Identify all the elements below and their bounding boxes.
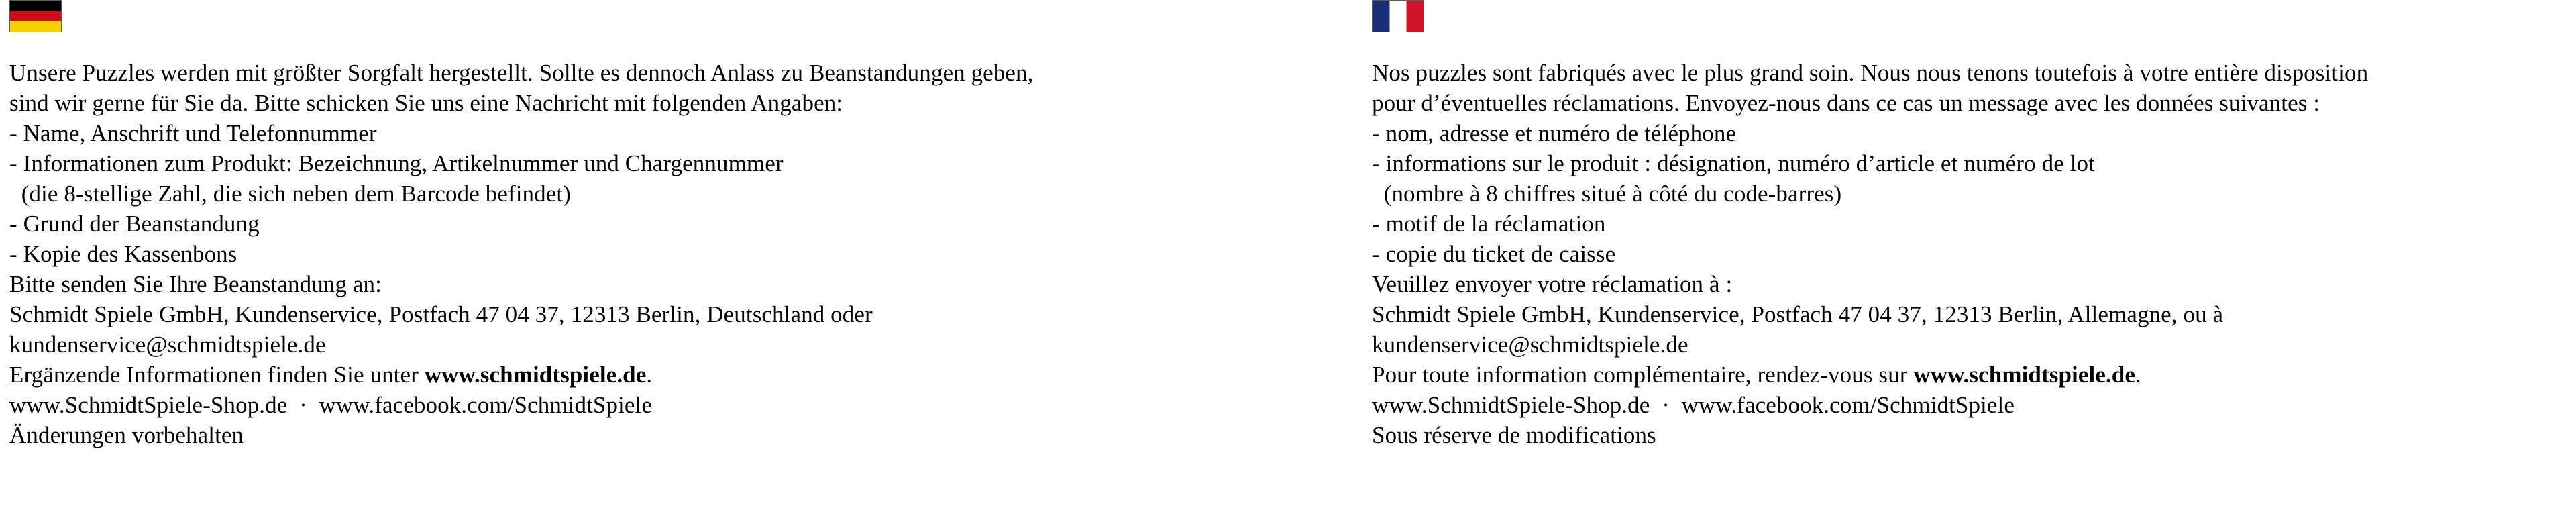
text-line: - Informationen zum Produkt: Bezeichnung, Artikelnummer und Chargennummer [9, 150, 784, 176]
info-line [9, 360, 1324, 390]
text-line: sind wir gerne für Sie da. Bitte schicken Sie uns eine Nachricht mit folgenden Angaben: [9, 90, 843, 116]
text-line: (nombre à 8 chiffres situé à côté du code-barres) [1372, 180, 1842, 207]
german-text-block [9, 58, 1324, 450]
links-line[interactable]: www.SchmidtSpiele-Shop.de · www.facebook.com/SchmidtSpiele [1372, 392, 2015, 418]
text-line: - Kopie des Kassenbons [9, 241, 237, 267]
text-line: Bitte senden Sie Ihre Beanstandung an: [9, 271, 382, 297]
email-line: kundenservice@schmidtspiele.de [9, 331, 326, 358]
website-link[interactable]: www.schmidtspiele.de [1913, 362, 2135, 388]
footer-line: Sous réserve de modifications [1372, 422, 1656, 448]
text-line: - Name, Anschrift und Telefonnummer [9, 120, 377, 146]
email-line: kundenservice@schmidtspiele.de [1372, 331, 1688, 358]
language-block-french [1372, 0, 2573, 450]
flag-france-icon [1372, 0, 1424, 32]
info-line [1372, 360, 2573, 390]
info-line-suffix: . [646, 362, 653, 388]
address-line: Schmidt Spiele GmbH, Kundenservice, Postfach 47 04 37, 12313 Berlin, Deutschland oder [9, 301, 873, 327]
text-line: - Grund der Beanstandung [9, 211, 260, 237]
text-line: - nom, adresse et numéro de téléphone [1372, 120, 1737, 146]
info-line-prefix: Ergänzende Informationen finden Sie unter [9, 362, 425, 388]
text-line: - informations sur le produit : désignation, numéro d’article et numéro de lot [1372, 150, 2095, 176]
website-link[interactable]: www.schmidtspiele.de [424, 362, 647, 388]
links-line[interactable]: www.SchmidtSpiele-Shop.de · www.facebook.com/SchmidtSpiele [9, 392, 652, 418]
text-line: - motif de la réclamation [1372, 211, 1606, 237]
info-line-prefix: Pour toute information complémentaire, rendez-vous sur [1372, 362, 1914, 388]
text-line: Unsere Puzzles werden mit größter Sorgfalt hergestellt. Sollte es dennoch Anlass zu Beanstandungen geben, [9, 60, 1034, 86]
text-line: (die 8-stellige Zahl, die sich neben dem Barcode befindet) [9, 180, 571, 207]
info-line-suffix: . [2135, 362, 2141, 388]
text-line: pour d’éventuelles réclamations. Envoyez-nous dans ce cas un message avec les données suivantes : [1372, 90, 2320, 116]
flag-germany-icon [9, 0, 62, 32]
address-line: Schmidt Spiele GmbH, Kundenservice, Postfach 47 04 37, 12313 Berlin, Allemagne, ou à [1372, 301, 2224, 327]
text-line: Veuillez envoyer votre réclamation à : [1372, 271, 1733, 297]
footer-line: Änderungen vorbehalten [9, 422, 244, 448]
text-line: Nos puzzles sont fabriqués avec le plus grand soin. Nous nous tenons toutefois à votre entière disposition [1372, 60, 2369, 86]
text-line: - copie du ticket de caisse [1372, 241, 1616, 267]
language-block-german [9, 0, 1324, 450]
french-text-block [1372, 58, 2573, 450]
